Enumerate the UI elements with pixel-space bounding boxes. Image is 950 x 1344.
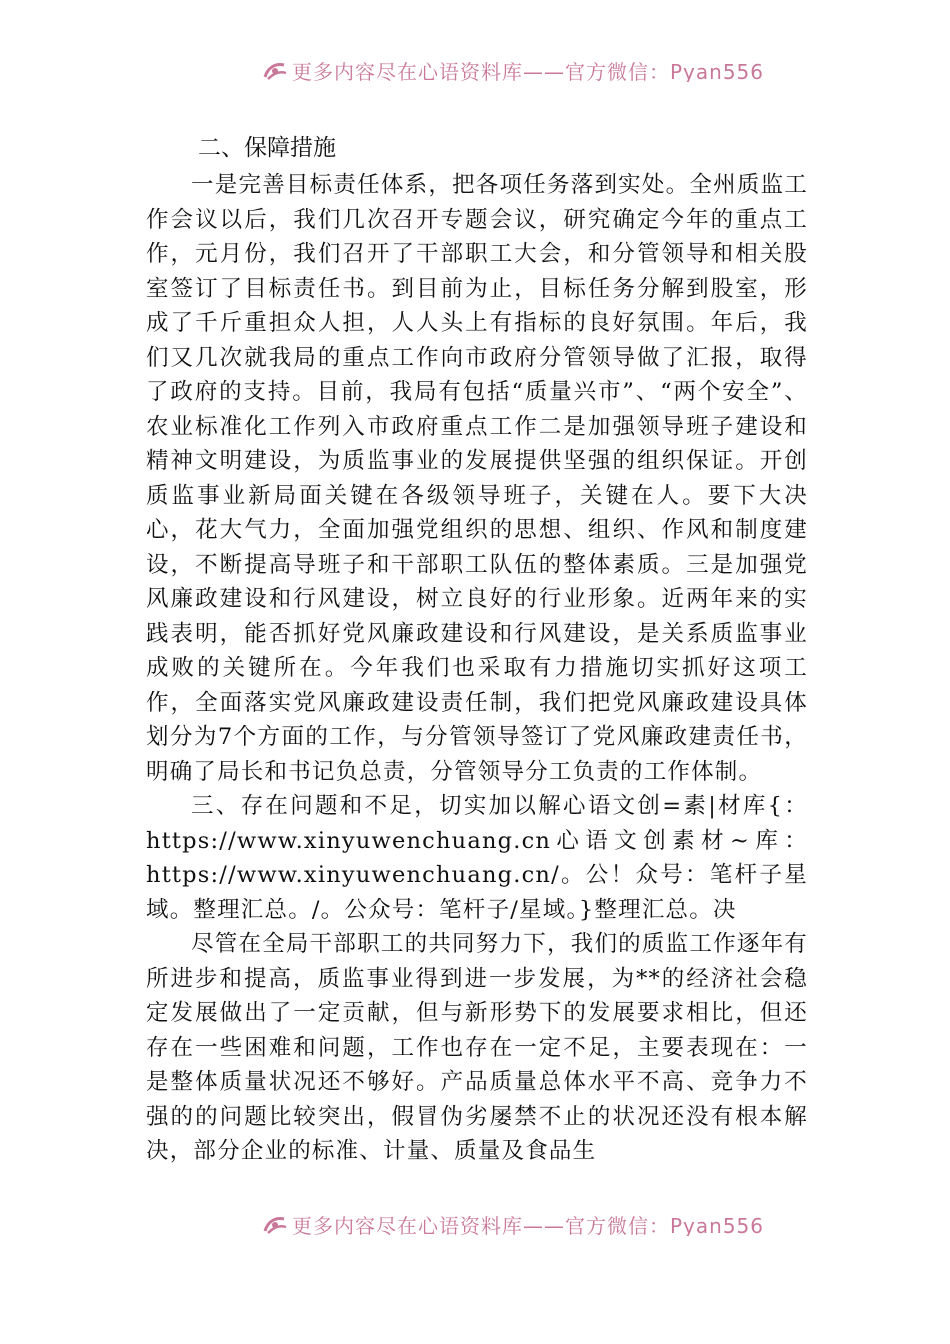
footer-watermark	[0, 1206, 950, 1236]
paragraph-problems-heading: 三、存在问题和不足，切实加以解心语文创=素|材库{：https://www.xinyuwenchuang.cn心语文创素材~库：https://www.xinyuwenchuang.cn/。公！众号：笔杆子星域。整理汇总。/。公众号：笔杆子/星域。}整理汇总。决	[146, 793, 808, 923]
section-heading: 二、保障措施	[198, 135, 336, 161]
watermark-group	[262, 56, 764, 82]
watermark-logo-icon	[262, 1215, 288, 1235]
paragraph-problems: 尽管在全局干部职工的共同努力下，我们的质监工作逐年有所进步和提高，质监事业得到进一步发展，为**的经济社会稳定发展做出了一定贡献，但与新形势下的发展要求相比，但还存在一些困难和问题，工作也存在一定不足，主要表现在：一是整体质量状况还不够好。产品质量总体水平不高、竞争力不强的的问题比较突出，假冒伪劣屡禁不止的状况还没有根本解决，部分企业的标准、计量、质量及食品生	[146, 931, 808, 1164]
header-watermark	[0, 52, 950, 82]
watermark-logo-icon	[262, 61, 288, 81]
watermark-group	[262, 1210, 764, 1236]
paragraph-measures: 一是完善目标责任体系，把各项任务落到实处。全州质监工作会议以后，我们几次召开专题会议，研究确定今年的重点工作，元月份，我们召开了干部职工大会，和分管领导和相关股室签订了目标责任书。到目前为止，目标任务分解到股室，形成了千斤重担众人担，人人头上有指标的良好氛围。年后，我们又几次就我局的重点工作向市政府分管领导做了汇报，取得了政府的支持。目前，我局有包括“质量兴市”、“两个安全”、农业标准化工作列入市政府重点工作二是加强领导班子建设和精神文明建设，为质监事业的发展提供坚强的组织保证。开创质监事业新局面关键在各级领导班子，关键在人。要下大决心，花大气力，全面加强党组织的思想、组织、作风和制度建设，不断提高导班子和干部职工队伍的整体素质。三是加强党风廉政建设和行风建设，树立良好的行业形象。近两年来的实践表明，能否抓好党风廉政建设和行风建设，是关系质监事业成败的关键所在。今年我们也采取有力措施切实抓好这项工作，全面落实党风廉政建设责任制，我们把党风廉政建设具体划分为7个方面的工作，与分管领导签订了党风廉政建责任书，明确了局长和书记负总责，分管领导分工负责的工作体制。	[146, 172, 808, 785]
watermark-text: 更多内容尽在心语资料库——官方微信：Pyan556	[292, 1214, 765, 1236]
document-body	[146, 128, 808, 1169]
watermark-text: 更多内容尽在心语资料库——官方微信：Pyan556	[292, 60, 765, 82]
